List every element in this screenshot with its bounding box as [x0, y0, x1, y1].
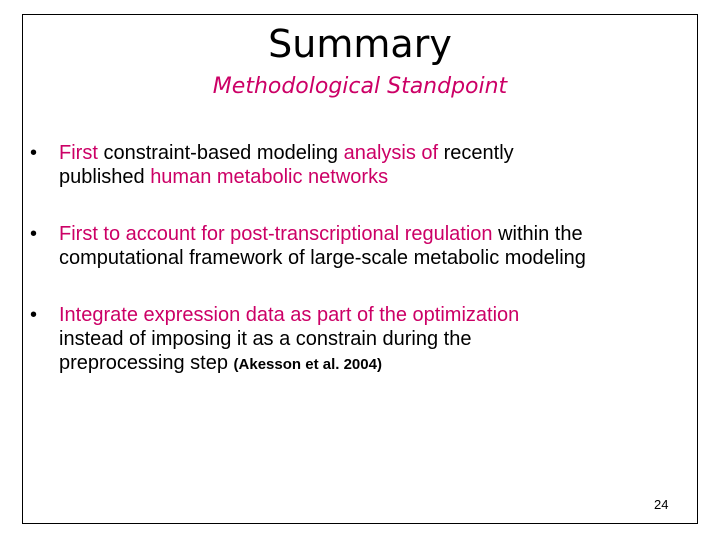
plain-text: computational framework of large-scale metabolic modeling	[59, 247, 586, 269]
bullet-text	[59, 141, 699, 189]
bullet-line	[59, 165, 699, 189]
bullet-item-3	[30, 303, 698, 375]
bullet-text	[59, 222, 699, 270]
plain-text: published	[59, 166, 151, 188]
highlight-text: human metabolic networks	[150, 166, 389, 188]
slide-title: Summary	[268, 22, 452, 66]
plain-text: preprocessing step	[59, 352, 234, 374]
plain-text: within the	[492, 223, 583, 245]
page-number: 24	[654, 497, 669, 512]
highlight-text: analysis of	[343, 142, 439, 164]
bullet-line	[59, 141, 699, 165]
citation: (Akesson et al. 2004)	[233, 356, 382, 373]
bullet-marker: •	[30, 304, 38, 326]
highlight-text: First	[59, 142, 98, 164]
bullet-line	[59, 351, 699, 377]
highlight-text: Integrate expression data as part of the optimization	[59, 304, 520, 326]
plain-text: instead of imposing it as a constrain during the	[59, 328, 472, 350]
bullet-line	[59, 246, 699, 270]
bullet-line	[59, 327, 699, 351]
bullet-text	[59, 303, 699, 377]
bullet-item-2	[30, 222, 698, 270]
bullet-line	[59, 222, 699, 246]
plain-text: recently	[438, 142, 514, 164]
slide-subtitle: Methodological Standpoint	[212, 74, 508, 99]
bullet-marker: •	[30, 142, 38, 164]
bullet-line	[59, 303, 699, 327]
bullet-marker: •	[30, 223, 38, 245]
bullet-item-1	[30, 141, 698, 189]
highlight-text: First to account for post-transcriptional regulation	[59, 223, 493, 245]
plain-text: constraint-based modeling	[97, 142, 344, 164]
